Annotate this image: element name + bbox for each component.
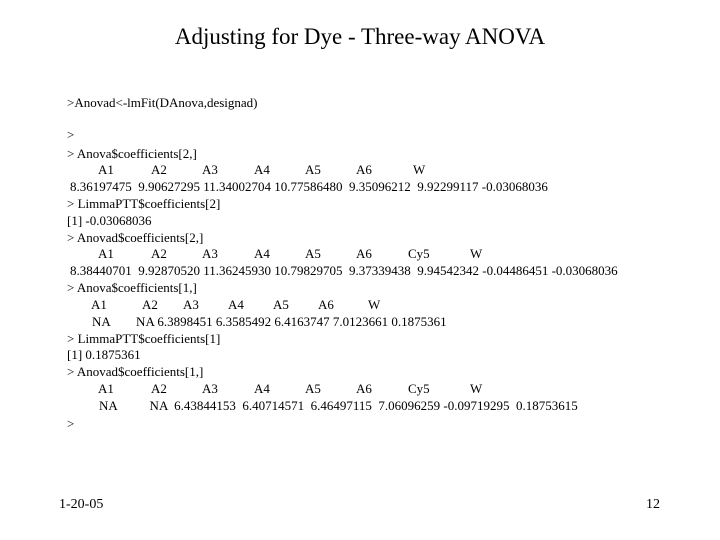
coefficient-header-row [67,381,483,396]
console-line: 8.38440701 9.92870520 11.36245930 10.79829705 9.37339438 9.94542342 -0.04486451 -0.03068036 [70,263,618,278]
console-line: > LimmaPTT$coefficients[1] [67,331,221,346]
column-header: Cy5 [408,381,430,396]
column-header: W [413,162,426,177]
column-header: A4 [254,162,270,177]
column-header: A5 [273,297,289,312]
coefficient-header-row [67,297,381,312]
column-header: A1 [98,162,114,177]
console-line: > [67,127,75,142]
slide-title: Adjusting for Dye - Three-way ANOVA [174,24,546,49]
column-header: A2 [151,246,167,261]
console-line: > Anova$coefficients[2,] [67,146,197,161]
console-line: > LimmaPTT$coefficients[2] [67,196,221,211]
column-header: Cy5 [408,246,430,261]
column-header: A1 [91,297,107,312]
column-header: W [470,381,483,396]
footer-date: 1-20-05 [59,497,104,512]
column-header: A6 [356,162,372,177]
console-line: > [67,416,75,431]
column-header: A3 [202,381,218,396]
column-header: A3 [202,162,218,177]
console-line: NA NA 6.43844153 6.40714571 6.46497115 7.06096259 -0.09719295 0.18753615 [99,398,578,413]
page-number: 12 [646,497,660,512]
column-header: A4 [228,297,244,312]
column-header: A5 [305,162,321,177]
column-header: W [470,246,483,261]
column-header: A2 [151,381,167,396]
coefficient-header-row [67,246,483,261]
console-line: [1] 0.1875361 [67,347,141,362]
column-header: A6 [356,246,372,261]
column-header: A1 [98,381,114,396]
console-line: 8.36197475 9.90627295 11.34002704 10.77586480 9.35096212 9.92299117 -0.03068036 [70,179,548,194]
column-header: A5 [305,246,321,261]
column-header: A3 [183,297,199,312]
console-line: [1] -0.03068036 [67,213,152,228]
column-header: A4 [254,246,270,261]
column-header: A6 [318,297,334,312]
column-header: A5 [305,381,321,396]
console-line: NA NA 6.3898451 6.3585492 6.4163747 7.0123661 0.1875361 [92,314,447,329]
coefficient-header-row [67,162,426,177]
command-line: >Anovad<-lmFit(DAnova,designad) [67,95,258,110]
console-line: > Anovad$coefficients[1,] [67,364,204,379]
column-header: A2 [142,297,158,312]
console-line: > Anova$coefficients[1,] [67,280,197,295]
column-header: A2 [151,162,167,177]
column-header: A3 [202,246,218,261]
column-header: W [368,297,381,312]
console-line: > Anovad$coefficients[2,] [67,230,204,245]
column-header: A1 [98,246,114,261]
column-header: A6 [356,381,372,396]
column-header: A4 [254,381,270,396]
